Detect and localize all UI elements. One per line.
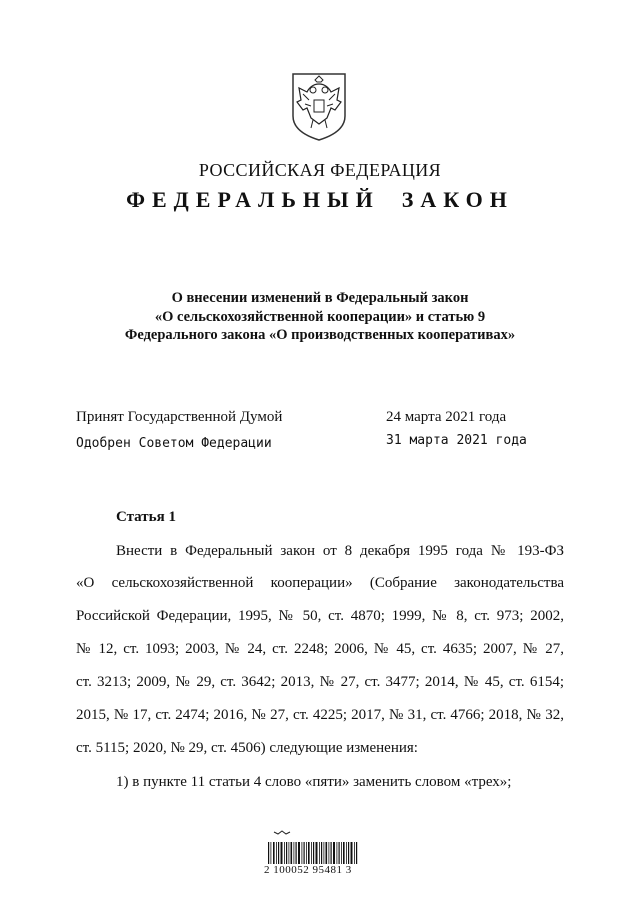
- adoption-council-label: Одобрен Советом Федерации: [76, 436, 272, 451]
- law-type-word1: ФЕДЕРАЛЬНЫЙ: [126, 187, 380, 212]
- article-text-line: ст. 5115; 2020, № 29, ст. 4506) следующие изменения:: [76, 740, 418, 756]
- article-text-line: № 12, ст. 1093; 2003, № 24, ст. 2248; 2006, № 45, ст. 4635; 2007, № 27,: [76, 641, 564, 657]
- adoption-duma-date: 24 марта 2021 года: [386, 409, 507, 425]
- adoption-council-date: 31 марта 2021 года: [386, 433, 527, 448]
- article-list-item: 1) в пункте 11 статьи 4 слово «пяти» заменить словом «трех»;: [116, 774, 512, 790]
- law-title-line: О внесении изменений в Федеральный закон: [171, 290, 469, 306]
- law-type-word2: ЗАКОН: [401, 187, 514, 212]
- law-title: [0, 289, 640, 345]
- article-text-line: ст. 3213; 2009, № 29, ст. 3642; 2013, № 27, ст. 3477; 2014, № 45, ст. 6154;: [76, 674, 564, 690]
- article-text-line: Внести в Федеральный закон от 8 декабря 1995 года № 193-ФЗ: [116, 543, 564, 559]
- article-text-line: «О сельскохозяйственной кооперации» (Собрание законодательства: [76, 575, 564, 591]
- law-type: [0, 187, 640, 213]
- article-heading: Статья 1: [116, 509, 176, 525]
- article-text-line: Российской Федерации, 1995, № 50, ст. 4870; 1999, № 8, ст. 973; 2002,: [76, 608, 564, 624]
- law-title-line: «О сельскохозяйственной кооперации» и статью 9: [154, 308, 486, 325]
- adoption-duma-label: Принят Государственной Думой: [76, 409, 283, 425]
- coat-of-arms-icon: [289, 70, 349, 142]
- country-name: РОССИЙСКАЯ ФЕДЕРАЦИЯ: [198, 160, 442, 180]
- article-text-line: 2015, № 17, ст. 2474; 2016, № 27, ст. 4225; 2017, № 31, ст. 4766; 2018, № 32,: [76, 707, 564, 723]
- law-title-line: Федерального закона «О производственных кооперативах»: [124, 327, 516, 343]
- barcode-number: 2 100052 95481 3: [264, 864, 352, 876]
